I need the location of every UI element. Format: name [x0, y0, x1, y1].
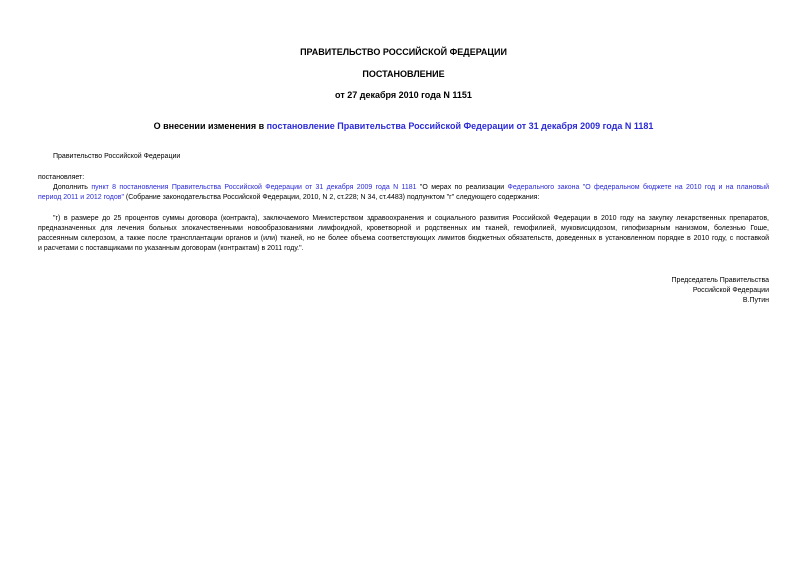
title-link-resolution-1181[interactable]: постановление Правительства Российской Федерации от 31 декабря 2009 года N 1181: [266, 121, 654, 131]
signature-title-line-1: Председатель Правительства: [671, 277, 769, 284]
quote-line-2: предназначенных для лечения больных злокачественными новообразованиями лимфоидной, кроветворной и родственных им тканей, гемофилией, муковисцидозом, гипофизарным нанизмом, болезнью Гоше,: [38, 225, 769, 232]
signature-name: В.Путин: [742, 297, 769, 304]
signature-title-line-2: Российской Федерации: [692, 287, 769, 294]
link-point-8-resolution-1181[interactable]: пункт 8 постановления Правительства Российской Федерации от 31 декабря 2009 года N 1181: [91, 184, 417, 191]
document-title: [0, 121, 807, 132]
resolves-text: постановляет:: [38, 174, 85, 181]
issuer-text: Правительство Российской Федерации: [53, 153, 181, 160]
link-federal-budget-law[interactable]: Федерального закона "О федеральном бюджете на 2010 год и на плановый: [507, 184, 769, 191]
amendment-lead: Дополнить: [53, 184, 92, 191]
government-heading: ПРАВИТЕЛЬСТВО РОССИЙСКОЙ ФЕДЕРАЦИИ: [300, 47, 507, 57]
document-date-number: от 27 декабря 2010 года N 1151: [335, 90, 472, 100]
amendment-line-1: [38, 183, 769, 192]
amendment-line-2: [38, 193, 539, 202]
amendment-tail: (Собрание законодательства Российской Федерации, 2010, N 2, ст.228; N 34, ст.4483) подпунктом "г" следующего содержания:: [123, 194, 540, 201]
amendment-mid: "О мерах по реализации: [416, 184, 508, 191]
quote-line-1: "г) в размере до 25 процентов суммы договора (контракта), заключаемого Министерством здравоохранения и социального развития Российской Федерации в 2010 году на закупку лекарственных препаратов,: [53, 215, 769, 222]
quote-line-4: и расчетами с поставщиками по указанным договорам (контрактам) в 2011 году.".: [38, 245, 304, 252]
document-type-heading: ПОСТАНОВЛЕНИЕ: [362, 69, 445, 79]
title-prefix: О внесении изменения в: [153, 121, 267, 131]
link-federal-budget-law-cont[interactable]: период 2011 и 2012 годов": [38, 194, 124, 201]
quote-line-3: рассеянным склерозом, а также после трансплантации органов и (или) тканей, но не более объема соответствующих лимитов бюджетных обязательств, доведенных в установленном порядке в 2010 году, с поставкой: [38, 235, 769, 242]
